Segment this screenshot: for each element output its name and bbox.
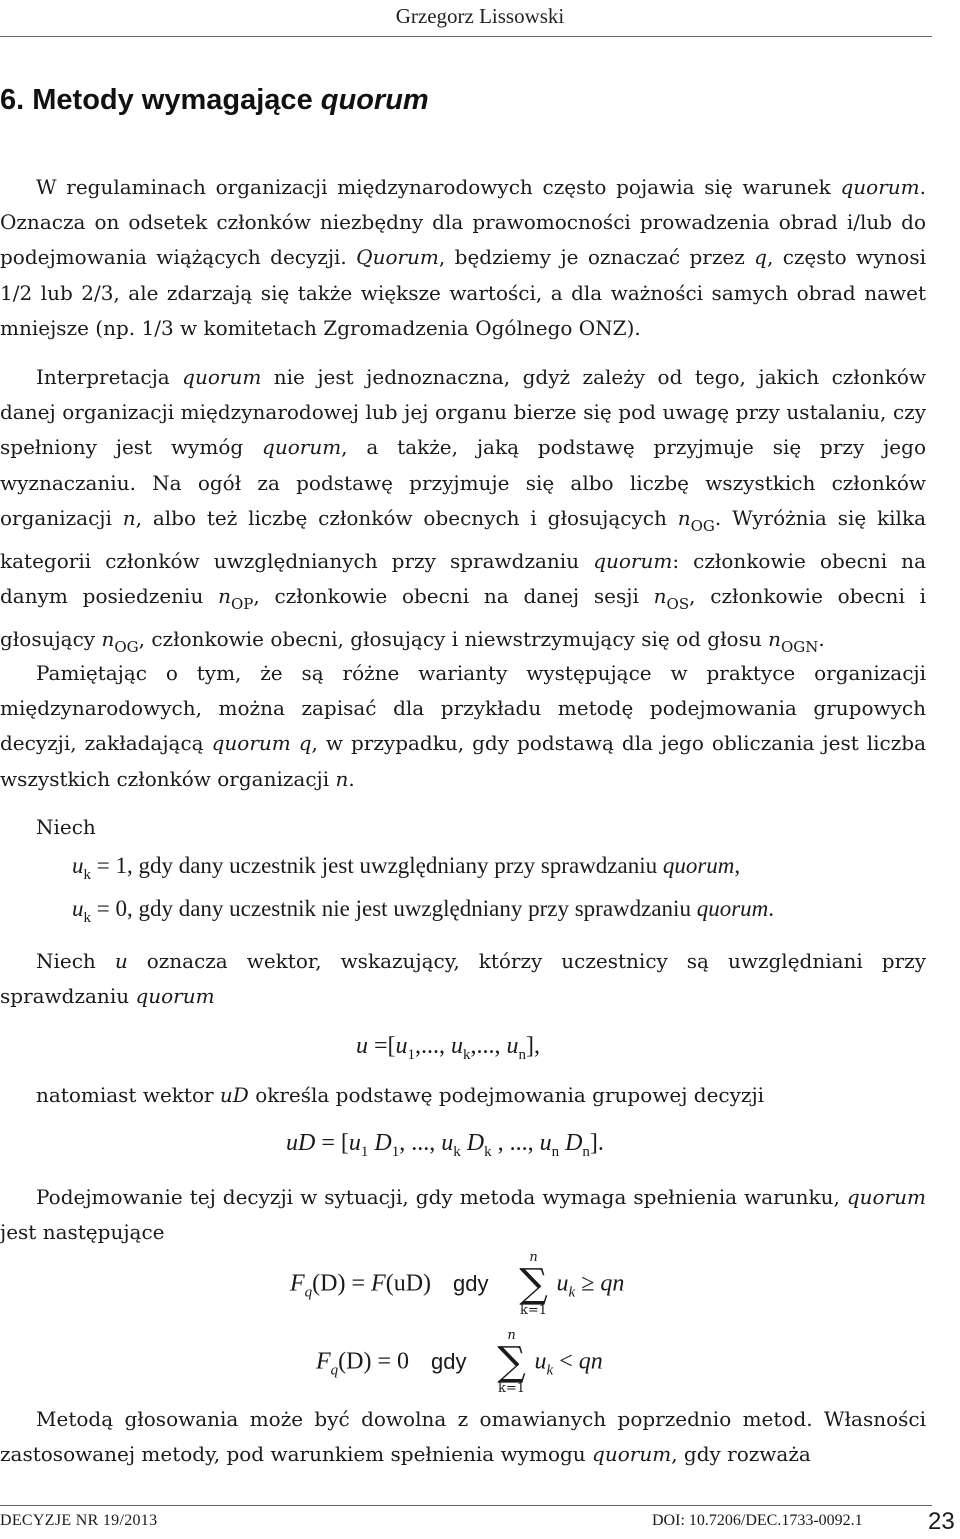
paragraph-2: Interpretacja quorum nie jest jednoznaczna, gdyż zależy od tego, jakich członków danej organizacji międzynarodowej lub jej organu bierze się pod uwagę przy ustalaniu, czy spełniony jest wymóg quorum, a także, jaką podstawę przyjmuje się przy jego wyznaczaniu. Na ogół za podstawę przyjmuje się albo liczbę wszystkich członków organizacji n, albo też liczbę członków obecnych i głosujących $n_{OG}$. Wyróżnia się kilka kategorii członków uwzględnianych przy sprawdzaniu quorum: członkowie obecni na danym posiedzeniu $n_{OP}$, członkowie obecni na danej sesji $n_{OS}$, członkowie obecni i głosujący $n_{OG}$, członkowie obecni, głosujący i niewstrzymujący się od głosu $n_{OGN}$.: [0, 365, 927, 657]
paragraph-1: W regulaminach organizacji międzynarodowych często pojawia się warunek quorum. Oznacza on odsetek członków niezbędny dla prawomocności prowadzenia obrad i/lub do podejmowania wiążących decyzji. Quorum, będziemy je oznaczać przez q, często wynosi 1/2 lub 2/3, ale zdarzają się także większe wartości, a dla ważności samych obrad nawet mniejsze (np. 1/3 w komitetach Zgromadzenia Ogólnego ONZ).: [0, 175, 926, 340]
paragraph-3: Pamiętając o tym, że są różne warianty występujące w praktyce organizacji międzynarodowych, można zapisać dla przykładu metodę podejmowania grupowych decyzji, zakładającą quorum q, w przypadku, gdy podstawą dla jego obliczania jest liczba wszystkich członków organizacji n.: [0, 661, 926, 791]
section-title: [0, 84, 429, 117]
footer-journal: DECYZJE NR 19/2013: [0, 1512, 158, 1529]
paragraph-6: Podejmowanie tej decyzji w sytuacji, gdy metoda wymaga spełnienia warunku, quorum jest następujące: [0, 1185, 927, 1245]
decision-rule-1: $F_q(D) = F(uD)$ gdy n ∑ k=1 $u_k$ ≥ qn: [290, 1250, 625, 1318]
footer-doi: DOI: 10.7206/DEC.1733-0092.1: [652, 1512, 863, 1529]
uk-equals-0-line: $u_k = 0$, gdy dany uczestnik nie jest uwzględniany przy sprawdzaniu quorum.: [72, 896, 775, 926]
section-title-text: Metody wymagające: [32, 84, 313, 116]
uk-equals-1-line: $u_k = 1$, gdy dany uczestnik jest uwzględniany przy sprawdzaniu quorum,: [72, 853, 741, 883]
vector-ud-formula: uD = [$u_1$ $D_1$, ..., $u_k$ $D_k$ , ..., $u_n$ $D_n$].: [286, 1130, 604, 1160]
paragraph-4: Niech u oznacza wektor, wskazujący, którzy uczestnicy są uwzględniani przy sprawdzaniu quorum: [0, 949, 926, 1009]
summation-symbol: n ∑ k=1: [519, 1250, 548, 1318]
niech-line: Niech: [36, 815, 96, 839]
paragraph-5: natomiast wektor uD określa podstawę podejmowania grupowej decyzji: [36, 1083, 765, 1107]
header-rule: [0, 36, 932, 37]
footer-rule: [0, 1505, 932, 1506]
section-title-italic: quorum: [320, 84, 429, 116]
vector-u-formula: $u =[u_1$,..., $u_k$,..., $u_n$],: [356, 1033, 541, 1063]
running-header-author: Grzegorz Lissowski: [395, 4, 565, 28]
decision-rule-2: $F_q(D) = 0$ gdy n ∑ k=1 $u_k$ < qn: [316, 1328, 603, 1396]
summation-symbol: n ∑ k=1: [497, 1328, 526, 1396]
section-number: 6.: [0, 84, 25, 116]
paragraph-7: Metodą głosowania może być dowolna z omawianych poprzednio metod. Własności zastosowanej metody, pod warunkiem spełnienia wymogu quorum, gdy rozważa: [0, 1407, 926, 1467]
page-number: 23: [928, 1508, 955, 1535]
